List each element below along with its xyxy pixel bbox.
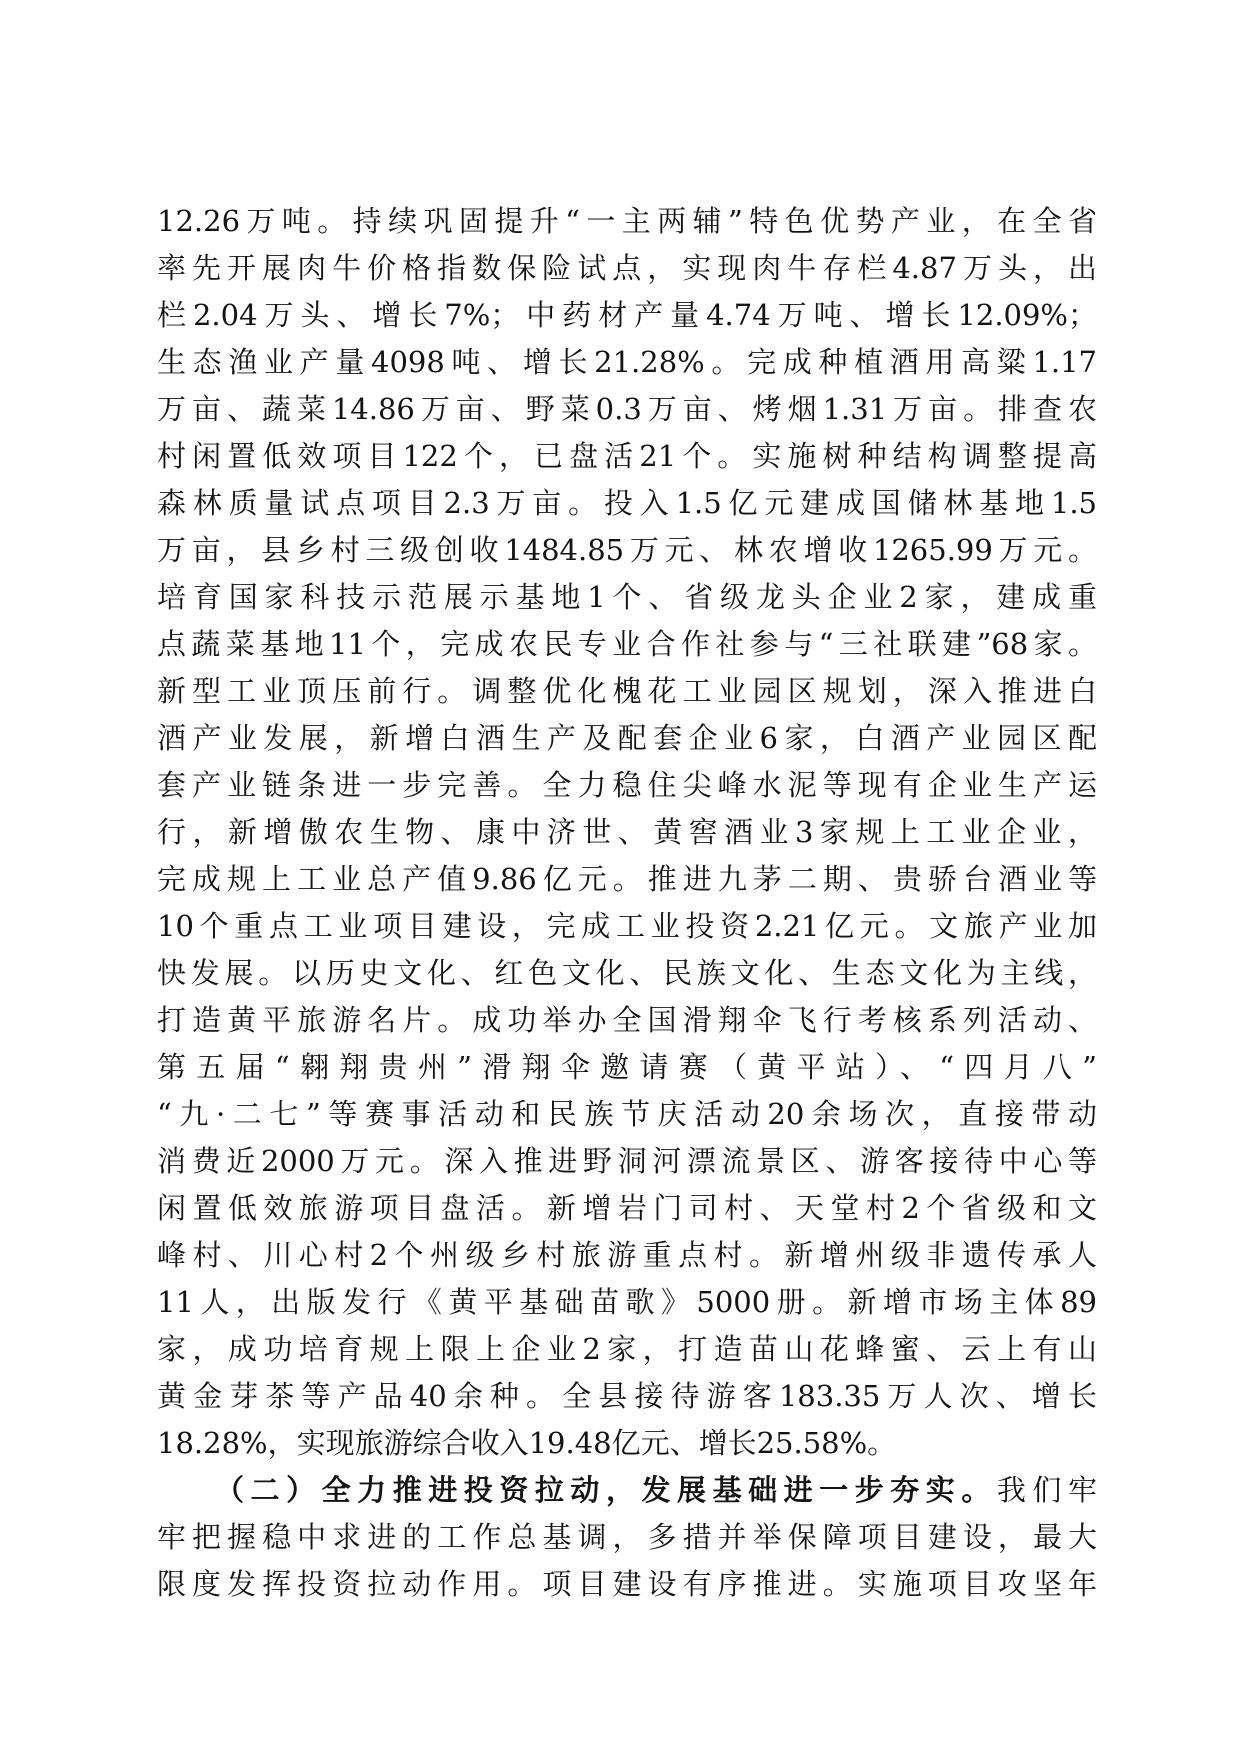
text-line-24: 11人，出版发行《黄平基础苗歌》5000册。新增市场主体89 — [157, 1285, 1097, 1319]
section-heading-line — [157, 1467, 1097, 1514]
text-line-18: 打造黄平旅游名片。成功举办全国滑翔伞飞行考核系列活动、 — [157, 1003, 1097, 1037]
text-line-5: 万亩、蔬菜14.86万亩、野菜0.3万亩、烤烟1.31万亩。排查农 — [157, 392, 1097, 426]
text-line-19: 第五届“翱翔贵州”滑翔伞邀请赛（黄平站）、“四月八” — [157, 1050, 1097, 1084]
text-line-23: 峰村、川心村2个州级乡村旅游重点村。新增州级非遗传承人 — [157, 1238, 1097, 1272]
text-line-20: “九·二七”等赛事活动和民族节庆活动20余场次，直接带动 — [157, 1097, 1097, 1131]
text-line-25: 家，成功培育规上限上企业2家，打造苗山花蜂蜜、云上有山 — [157, 1332, 1097, 1366]
text-line-2: 率先开展肉牛价格指数保险试点，实现肉牛存栏4.87万头，出 — [157, 251, 1097, 285]
text-line-14: 行，新增傲农生物、康中济世、黄窖酒业3家规上工业企业， — [157, 815, 1097, 849]
text-line-6: 村闲置低效项目122个，已盘活21个。实施树种结构调整提高 — [157, 439, 1097, 473]
text-line-4: 生态渔业产量4098吨、增长21.28%。完成种植酒用高粱1.17 — [157, 345, 1097, 379]
section-text-line-2: 限度发挥投资拉动作用。项目建设有序推进。实施项目攻坚年 — [157, 1567, 1097, 1601]
text-line-22: 闲置低效旅游项目盘活。新增岩门司村、天堂村2个省级和文 — [157, 1191, 1097, 1225]
body-text — [157, 198, 1097, 1608]
text-line-16: 10个重点工业项目建设，完成工业投资2.21亿元。文旅产业加 — [157, 909, 1097, 943]
text-line-27: 18.28%，实现旅游综合收入19.48亿元、增长25.58%。 — [157, 1426, 897, 1460]
text-line-7: 森林质量试点项目2.3万亩。投入1.5亿元建成国储林基地1.5 — [157, 486, 1097, 520]
text-line-9: 培育国家科技示范展示基地1个、省级龙头企业2家，建成重 — [157, 580, 1097, 614]
text-line-12: 酒产业发展，新增白酒生产及配套企业6家，白酒产业园区配 — [157, 721, 1097, 755]
text-line-13: 套产业链条进一步完善。全力稳住尖峰水泥等现有企业生产运 — [157, 768, 1097, 802]
text-line-17: 快发展。以历史文化、红色文化、民族文化、生态文化为主线， — [157, 956, 1097, 990]
text-line-11: 新型工业顶压前行。调整优化槐花工业园区规划，深入推进白 — [157, 674, 1097, 708]
text-line-3: 栏2.04万头、增长7%；中药材产量4.74万吨、增长12.09%； — [157, 298, 1097, 332]
text-line-21: 消费近2000万元。深入推进野洞河漂流景区、游客接待中心等 — [157, 1144, 1097, 1178]
text-line-26: 黄金芽茶等产品40余种。全县接待游客183.35万人次、增长 — [157, 1379, 1097, 1413]
text-line-1: 12.26万吨。持续巩固提升“一主两辅”特色优势产业，在全省 — [157, 204, 1097, 238]
section-first-line-rest: 我们牢 — [996, 1473, 1097, 1507]
text-line-10: 点蔬菜基地11个，完成农民专业合作社参与“三社联建”68家。 — [157, 627, 1097, 661]
section-text-line-1: 牢把握稳中求进的工作总基调，多措并举保障项目建设，最大 — [157, 1520, 1097, 1554]
section-heading: （二）全力推进投资拉动，发展基础进一步夯实。 — [215, 1473, 997, 1507]
text-line-8: 万亩，县乡村三级创收1484.85万元、林农增收1265.99万元。 — [157, 533, 1097, 567]
text-line-15: 完成规上工业总产值9.86亿元。推进九茅二期、贵骄台酒业等 — [157, 862, 1097, 896]
